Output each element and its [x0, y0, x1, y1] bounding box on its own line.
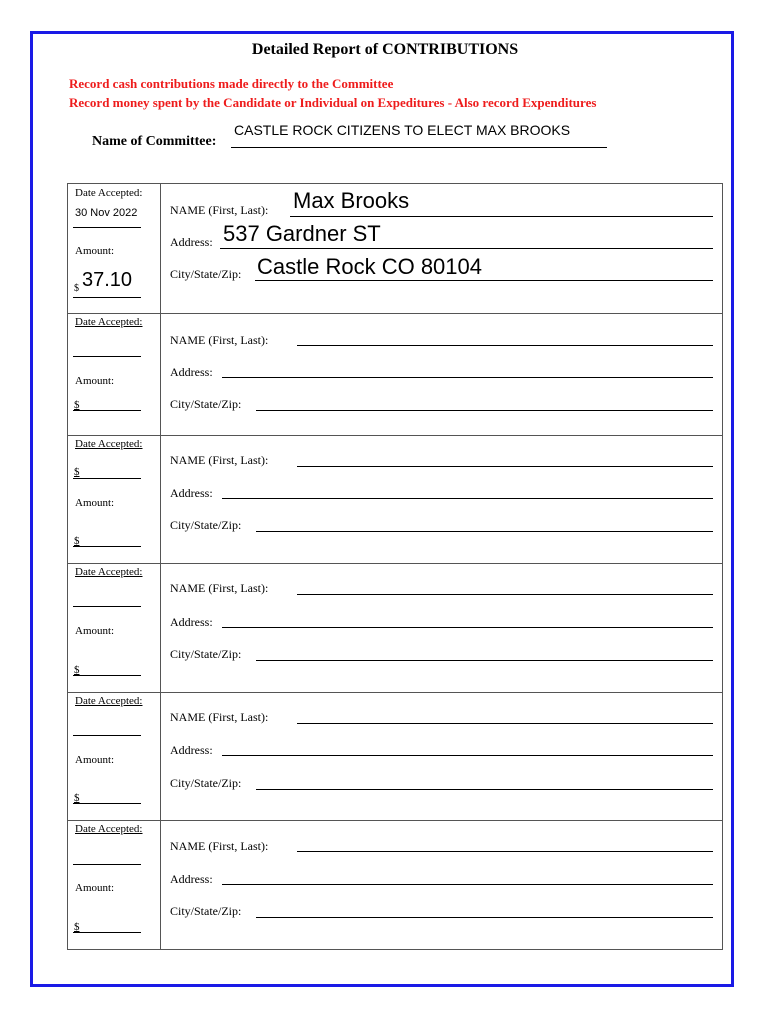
- address-field[interactable]: [222, 755, 713, 756]
- city-state-zip-label: City/State/Zip:: [170, 776, 242, 790]
- committee-field-line: [231, 147, 607, 148]
- contribution-row-3: [67, 435, 723, 563]
- address-label: Address:: [170, 486, 213, 500]
- dollar-sign: $: [74, 921, 80, 933]
- amount-field[interactable]: [73, 410, 141, 411]
- dollar-sign: $: [74, 283, 79, 294]
- address-label: Address:: [170, 743, 213, 757]
- contribution-row-1: [67, 183, 723, 313]
- committee-field[interactable]: CASTLE ROCK CITIZENS TO ELECT MAX BROOKS: [234, 122, 571, 138]
- city-state-zip-field[interactable]: [256, 789, 713, 790]
- date-accepted-label: Date Accepted:: [75, 823, 143, 835]
- name-label: NAME (First, Last):: [170, 333, 269, 347]
- date-accepted-label: Date Accepted:: [75, 187, 143, 199]
- city-state-zip-label: City/State/Zip:: [170, 647, 242, 661]
- dollar-sign: $: [74, 792, 80, 804]
- row-divider: [67, 313, 723, 314]
- city-state-zip-field[interactable]: [256, 917, 713, 918]
- contribution-row-6: [67, 820, 723, 950]
- name-label: NAME (First, Last):: [170, 839, 269, 853]
- amount-label: Amount:: [75, 625, 115, 637]
- amount-label: Amount:: [75, 375, 115, 387]
- date-accepted-field[interactable]: [73, 478, 141, 479]
- name-field[interactable]: [297, 466, 713, 467]
- name-label: NAME (First, Last):: [170, 581, 269, 595]
- amount-field[interactable]: [73, 546, 141, 547]
- address-label: Address:: [170, 235, 213, 249]
- date-accepted-line: [73, 227, 141, 228]
- contribution-row-4: [67, 563, 723, 692]
- address-field[interactable]: [222, 884, 713, 885]
- city-state-zip-value: Castle Rock CO 80104: [257, 254, 482, 279]
- city-state-zip-label: City/State/Zip:: [170, 904, 242, 918]
- city-state-zip-field[interactable]: [255, 280, 713, 281]
- address-value: 537 Gardner ST: [223, 221, 381, 246]
- address-field[interactable]: [222, 498, 713, 499]
- city-state-zip-field[interactable]: [256, 660, 713, 661]
- committee-label: Name of Committee:: [92, 134, 217, 149]
- address-field[interactable]: [222, 377, 713, 378]
- page-title: Detailed Report of CONTRIBUTIONS: [251, 41, 519, 58]
- dollar-sign: $: [74, 466, 80, 478]
- address-label: Address:: [170, 872, 213, 886]
- city-state-zip-field[interactable]: [256, 410, 713, 411]
- row-divider: [67, 435, 723, 436]
- name-label: NAME (First, Last):: [170, 710, 269, 724]
- date-accepted-label: Date Accepted:: [75, 566, 143, 578]
- date-accepted-label: Date Accepted:: [75, 695, 143, 707]
- date-accepted-field[interactable]: [73, 606, 141, 607]
- instruction-line-2: Record money spent by the Candidate or Individual on Expeditures - Also record Expenditures: [69, 95, 597, 110]
- row-divider: [67, 820, 723, 821]
- city-state-zip-field[interactable]: [256, 531, 713, 532]
- date-accepted-field[interactable]: [73, 864, 141, 865]
- amount-field[interactable]: [73, 269, 141, 298]
- name-field[interactable]: [297, 345, 713, 346]
- date-accepted-field[interactable]: [73, 356, 141, 357]
- address-field[interactable]: [222, 627, 713, 628]
- instruction-line-1: Record cash contributions made directly to the Committee: [69, 76, 394, 91]
- amount-label: Amount:: [75, 497, 115, 509]
- amount-field[interactable]: [73, 803, 141, 804]
- address-label: Address:: [170, 615, 213, 629]
- row-divider: [67, 692, 723, 693]
- row-divider: [67, 563, 723, 564]
- amount-field[interactable]: [73, 675, 141, 676]
- city-state-zip-label: City/State/Zip:: [170, 518, 242, 532]
- dollar-sign: $: [74, 664, 80, 676]
- date-accepted-field[interactable]: [73, 735, 141, 736]
- name-field[interactable]: [290, 216, 713, 217]
- amount-label: Amount:: [75, 754, 115, 766]
- name-field[interactable]: [297, 594, 713, 595]
- city-state-zip-label: City/State/Zip:: [170, 397, 242, 411]
- amount-label: Amount:: [75, 245, 115, 257]
- amount-value: 37.10: [82, 269, 133, 291]
- contribution-row-2: [67, 313, 723, 435]
- dollar-sign: $: [74, 535, 80, 547]
- address-label: Address:: [170, 365, 213, 379]
- amount-field[interactable]: [73, 932, 141, 933]
- date-accepted-label: Date Accepted:: [75, 438, 143, 450]
- contribution-row-5: [67, 692, 723, 820]
- name-field[interactable]: [297, 723, 713, 724]
- city-state-zip-label: City/State/Zip:: [170, 267, 242, 281]
- date-accepted-field[interactable]: 30 Nov 2022: [75, 207, 138, 219]
- name-label: NAME (First, Last):: [170, 453, 269, 467]
- name-value: Max Brooks: [293, 188, 410, 213]
- dollar-sign: $: [74, 399, 80, 411]
- amount-label: Amount:: [75, 882, 115, 894]
- address-field[interactable]: [220, 248, 713, 249]
- name-field[interactable]: [297, 851, 713, 852]
- date-accepted-label: Date Accepted:: [75, 316, 143, 328]
- name-label: NAME (First, Last):: [170, 203, 269, 217]
